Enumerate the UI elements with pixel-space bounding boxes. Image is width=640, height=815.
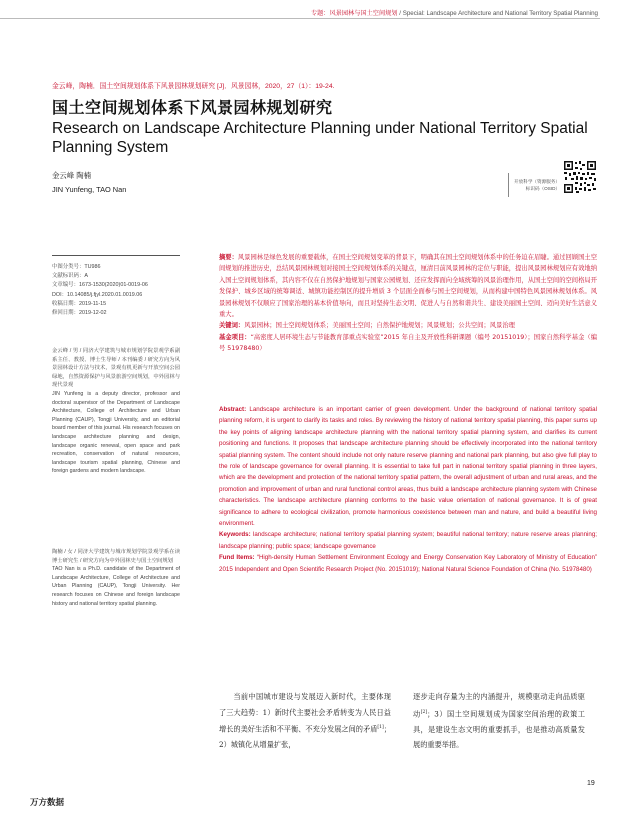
meta-received: 收稿日期：2019-11-15	[52, 300, 107, 307]
running-head	[311, 8, 598, 17]
author-bio-tao	[52, 548, 180, 608]
abstract-cn-text: 风景园林是绿色发展的重要载体，在国土空间规划变革的背景下，明确其在国土空间规划体系中的任务迫在眉睫。通过回顾国土空间规划的推进历史，总结风景园林规划对接国土空间规划体系的关键点，厘清目前风景园林的定位与职能，提出风景园林规划应有效地纳入国土空间规划体系，其内容不仅在自然保护地规划与国家公园规划、还应发挥面向全域统筹的风景治理作用，从国土空间的空间格局开发保护、城乡区域的统筹调适、城镇功能控制区的提升增质 3 个层面全面参与国土空间规划，从而构建中国特色风景园林规划体系。风景园林规划不仅顺应了国家治理的基本价值导向，而且对坚持生态文明、促进人与自然和谐共生、建设美丽国土空间、迈向美好生活意义重大。	[219, 254, 598, 319]
keywords-cn-para	[219, 320, 597, 331]
citation: 金云峰，陶楠．国土空间规划体系下风景园林规划研究 [J]．风景园林，2020，27（1）：19-24.	[52, 83, 335, 90]
body-left-citation[interactable]: [1]	[377, 725, 384, 731]
keywords-en-label: Keywords:	[219, 531, 251, 539]
running-head-english: Special: Landscape Architecture and National Territory Spatial Planning	[402, 10, 598, 17]
keywords-cn-text: 风景园林；国土空间规划体系；美丽国土空间；自然保护地规划；风景规划；公共空间；风景治理	[244, 322, 515, 330]
qr-code-icon[interactable]	[563, 160, 597, 194]
abstract-cn-label: 摘要：	[219, 254, 238, 261]
body-column-left	[219, 689, 391, 753]
abstract-en-para	[219, 404, 597, 529]
article-metadata	[52, 263, 182, 318]
fund-en-label: Fund Items:	[219, 554, 255, 562]
meta-revised: 修回日期：2019-12-02	[52, 310, 107, 317]
fund-cn-para	[219, 332, 597, 355]
body-column-right	[413, 689, 585, 753]
osid-divider	[508, 173, 509, 197]
authors-chinese: 金云峰 陶楠	[52, 171, 92, 180]
bio-jin-cn: 金云峰 / 男 / 同济大学建筑与城市规划学院景观学系副系主任、教授、博士生导师 / 本刊编委 / 研究方向为风景园林设计方法与技术，景观有机更新与开放空间公园绿地，自然资源保护与风景旅游空间规划，中外园林与现代景观	[52, 348, 180, 389]
fund-en-para	[219, 552, 597, 575]
meta-doc-code: 文献标识码：A	[52, 273, 88, 280]
osid-label-line2: 标识码（OSID）	[525, 185, 560, 191]
keywords-en-para	[219, 529, 597, 552]
abstract-chinese	[219, 252, 597, 355]
header-rule	[0, 18, 600, 19]
bio-jin-en: JIN Yunfeng is a deputy director, professor and doctoral supervisor of the Department of Landscape Architecture, College of Architecture and Urban Planning (CAUP), Tongji University, and an editorial board member of this journal. His research focuses on landscape architecture planning and design, landscape organic renewal, open space and park recreation, conservation of natural resources, landscape tourism spatial planning, Chinese and foreign gardens and modern landscape.	[52, 390, 180, 475]
bio-tao-en: TAO Nan is a Ph.D. candidate of the Department of Landscape Architecture, College of Architecture and Urban Planning (CAUP), Tongji University. Her research focuses on Chinese and foreign landscape history and national territory spatial planning.	[52, 566, 180, 607]
meta-clc: 中图分类号：TU986	[52, 264, 101, 270]
authors-english: JIN Yunfeng, TAO Nan	[52, 185, 127, 194]
keywords-cn-label: 关键词：	[219, 322, 245, 330]
bio-tao-cn: 陶楠 / 女 / 同济大学建筑与城市规划学院景观学系在读博士研究生 / 研究方向为中外园林史与国土空间规划	[52, 549, 180, 564]
osid-label	[510, 179, 560, 192]
osid-label-line1: 开放科学（资源服务）	[514, 179, 560, 184]
sidebar-rule	[52, 255, 180, 256]
meta-article-no: 文章编号：1673-1530(2020)01-0019-06	[52, 282, 148, 289]
running-head-label: 专题：风景园林与国土空间规划	[310, 10, 398, 17]
title-chinese: 国土空间规划体系下风景园林规划研究	[52, 98, 333, 117]
body-left-tail: ；2）城镇化从增量扩张，	[219, 724, 391, 750]
abstract-en-text: Landscape architecture is an important carrier of green development. Under the background of national territory spatial planning reform, it is urgent to clarify its tasks and roles. By reviewing the history of national territory spatial planning, this paper sums up the key points of aligning landscape architecture planning with the national territory spatial planning system, and clarifies its current positioning and functions. It proposes that landscape architecture planning should be effectively incorporated into the national territory spatial planning system. The content should include not only nature reserve planning and national park planning, but also give full play to the role of landscape governance for overall planning. It is essential to take full part in national territory spatial planning in three layers, which are the development and protection of the national territory spatial pattern, the overall adjustment of urban and rural areas, and the promotion and improvement of urban and rural functional control areas, thus build a landscape architecture planning system with Chinese characteristics. The landscape architecture planning conforms to the basic value orientation of national governance. It is of great significance to adhere to ecological civilization, promote harmonious coexistence between man and nature, and build a beautiful living environment.	[219, 406, 597, 528]
fund-cn-label: 基金项目：	[219, 333, 251, 341]
wanfang-watermark: 万方数据	[30, 798, 65, 808]
body-right-tail: ；3）国土空间规划成为国家空间治理的政策工具，是建设生态文明的重要抓手，也是推动高质量发展的重要举措。	[413, 708, 585, 750]
abstract-cn-para	[219, 252, 597, 320]
page-number: 19	[587, 780, 595, 787]
fund-en-text: “High-density Human Settlement Environment Ecology and Energy Conservation Key Laboratory of Ministry of Education” 2015 Independent and Open Scientific Research Project (No. 20151019); National Natural Science Foundation of China (No. 51978480)	[219, 554, 598, 573]
body-left-text: 当前中国城市建设与发展迈入新时代，主要体现了三大趋势：1）新时代主要社会矛盾转变为人民日益增长的美好生活和不平衡、不充分发展之间的矛盾	[219, 692, 391, 734]
abstract-english	[219, 404, 597, 575]
body-right-citation[interactable]: [2]	[420, 709, 428, 715]
fund-cn-text: “高密度人居环境生态与节能教育部重点实验室”2015 年自主及开放性科研课题（编号 20151019）；国家自然科学基金（编号 51978480）	[219, 333, 598, 353]
abstract-en-label: Abstract:	[219, 406, 247, 413]
keywords-en-text: landscape architecture; national territory spatial planning system; beautiful national territory; nature reserve areas planning; landscape planning; public space; landscape governance	[219, 531, 597, 550]
title-english: Research on Landscape Architecture Planning under National Territory Spatial Planning System	[52, 120, 588, 156]
running-head-separator: /	[397, 10, 403, 17]
meta-doi[interactable]: DOI：10.14085/j.fjyl.2020.01.0019.06	[52, 291, 143, 298]
body-right-text: 逐步走向存量为主的内涵提升，规模驱动走向品质驱动	[413, 692, 585, 718]
author-bio-jin	[52, 347, 180, 476]
